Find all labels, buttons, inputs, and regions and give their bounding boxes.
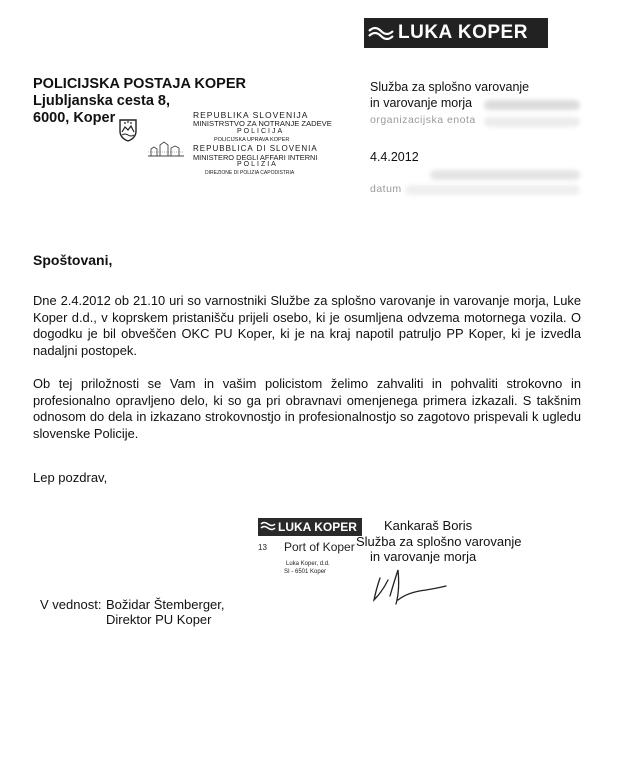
redacted-bar (484, 100, 580, 110)
cc-title: Direktor PU Koper (106, 612, 212, 627)
redacted-bar (430, 170, 580, 180)
wave-logo-icon (364, 18, 398, 48)
redacted-bar (484, 117, 580, 127)
stamp-line-1: REPUBLIKA SLOVENIJA (193, 110, 309, 120)
company-stamp-number: 13 (258, 543, 267, 552)
redacted-bar (405, 185, 580, 195)
closing: Lep pozdrav, (33, 470, 108, 485)
sender-city: 6000, Koper (33, 110, 116, 126)
logo-text: LUKA KOPER (398, 22, 528, 43)
signatory-unit-line-1: Služba za splošno varovanje (356, 534, 522, 549)
paragraph-2: Ob tej priložnosti se Vam in vašim policistom želimo zahvaliti in pohvaliti strokovno in profesionalno opravljeno delo, ki so ga pri obravnavi omenjenega primera izkazali. S takšnim odnosom do dela in izkazano strokovnostjo in profesionalnostjo so zagotovo prispevali k ugledu slovenske Policije. (33, 376, 581, 441)
city-crest-icon (146, 140, 186, 158)
company-stamp-line-2: SI - 6501 Koper (284, 569, 327, 575)
cc-name: Božidar Štemberger, (106, 597, 225, 612)
cc-label: V vednost: (40, 597, 102, 612)
org-unit-line-2: in varovanje morja (370, 96, 473, 110)
signatory-name: Kankaraš Boris (384, 518, 473, 533)
org-unit-caption: organizacijska enota (370, 114, 476, 126)
stamp-line-3: POLICIJA (237, 128, 285, 135)
stamp-line-4: POLICIJSKA UPRAVA KOPER (214, 137, 290, 143)
stamp-line-5: REPUBBLICA DI SLOVENIA (193, 144, 318, 153)
company-stamp-port: Port of Koper (284, 540, 355, 554)
company-stamp-logo (258, 518, 362, 536)
company-stamp-line-1: Luka Koper, d.d. (286, 561, 330, 567)
stamp-line-8: DIREZIONE DI POLIZIA CAPODISTRIA (205, 170, 295, 176)
luka-koper-logo (364, 18, 548, 48)
stamp-line-7: POLIZIA (237, 161, 278, 168)
wave-logo-icon (258, 520, 278, 535)
handwritten-signature (368, 560, 448, 610)
org-unit-line-1: Služba za splošno varovanje (370, 80, 530, 94)
sender-name: POLICIJSKA POSTAJA KOPER (33, 76, 246, 92)
signatory-unit-line-2: in varovanje morja (370, 549, 477, 564)
paragraph-1: Dne 2.4.2012 ob 21.10 uri so varnostniki Službe za splošno varovanje in varovanje morja, Luke Koper d.d., v koprskem pristanišču prijeli osebo, ki je osumljena odvzema motornega vozila. O dogodku je bil obveščen OKC PU Koper, ki je na kraj napotil patruljo PP Koper, ki je izvedla nadaljni postopek. (33, 293, 581, 358)
greeting: Spoštovani, (33, 252, 113, 268)
company-stamp-logo-text: LUKA KOPER (278, 520, 357, 534)
letter-date: 4.4.2012 (370, 150, 419, 164)
stamp-line-6: MINISTERO DEGLI AFFARI INTERNI (193, 153, 318, 162)
date-caption: datum (370, 183, 402, 195)
sender-street: Ljubljanska cesta 8, (33, 93, 171, 109)
slovenia-coat-of-arms-icon (118, 118, 138, 142)
stamp-line-2: MINISTRSTVO ZA NOTRANJE ZADEVE (193, 119, 332, 128)
